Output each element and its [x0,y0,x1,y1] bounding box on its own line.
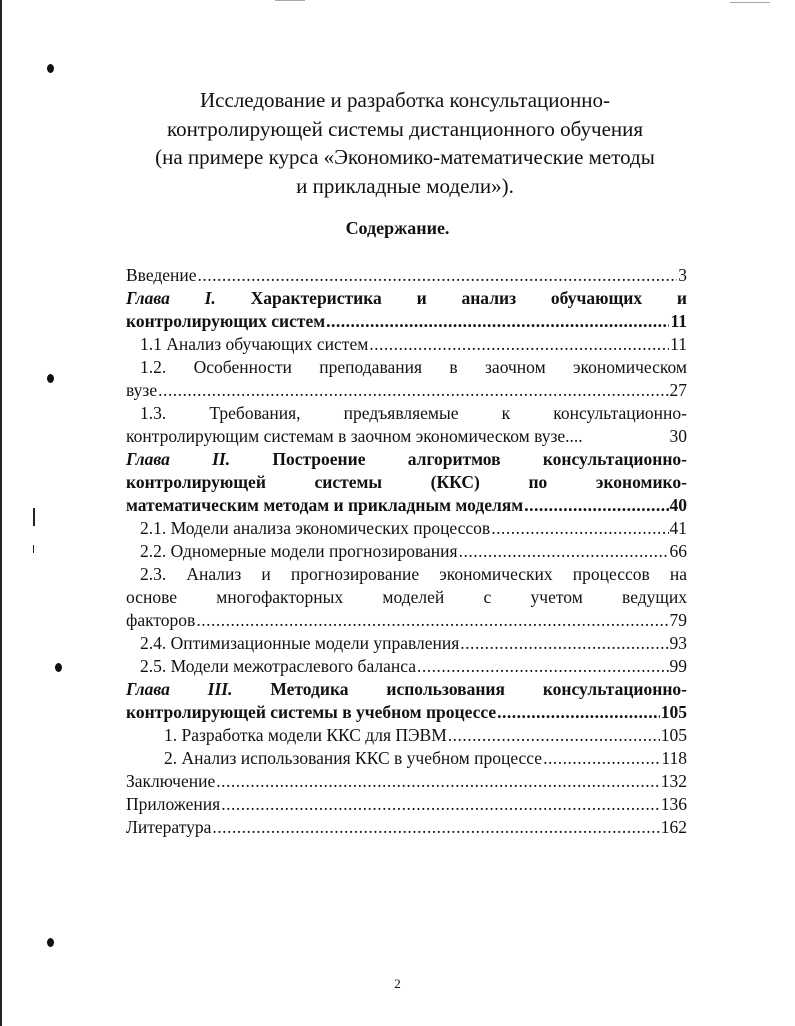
toc-chapter-1-title-end [126,310,687,333]
leader-dots [459,540,669,563]
toc-page: 30 [669,426,687,446]
title-line: (на примере курса «Экономико-математические методы [155,145,655,169]
punch-hole-mark [47,64,54,73]
toc-label: 2.5. Модели межотраслевого баланса [140,656,417,676]
leader-dots [497,701,660,724]
toc-label: 2.1. Модели анализа экономических процессов [140,518,491,538]
toc-label: 2.4. Оптимизационные модели управления [140,633,460,653]
toc-page: 3 [678,265,687,285]
leader-dots [543,747,660,770]
toc-label: 2.3. Анализ и прогнозирование экономических процессов на [140,564,687,584]
leader-dots [369,333,669,356]
toc-entry-literature [126,816,687,839]
leader-dots [212,816,659,839]
scan-margin-mark [33,508,35,526]
toc-page: 40 [669,495,687,515]
toc-label: основе многофакторных моделей с учетом ведущих [126,587,687,607]
toc-entry [126,333,687,356]
toc-chapter-1-title [126,287,687,310]
chapter-title-line: математическим методам и прикладным моделям [126,495,524,515]
toc-page: 118 [661,748,687,768]
toc-entry-continued [126,379,687,402]
toc-page: 99 [669,656,687,676]
chapter-prefix: Глава III. [126,679,233,699]
toc-label: 1. Разработка модели ККС для ПЭВМ [164,725,447,745]
leader-dots [221,793,660,816]
chapter-prefix: Глава II. [126,449,231,469]
scan-top-mark [275,0,305,1]
toc-label: 1.3. Требования, предъявляемые к консультационно- [140,403,687,423]
toc-page: 11 [670,311,687,331]
toc-label: Литература [126,817,212,837]
leader-dots [216,770,660,793]
toc-entry-continued [126,425,687,448]
leader-dots [326,310,669,333]
toc-entry-continued [126,609,687,632]
leader-dots [460,632,668,655]
toc-chapter-2-title [126,471,687,494]
toc-entry [126,632,687,655]
leader-dots [196,609,668,632]
toc-chapter-3-title-end [126,701,687,724]
toc-page: 132 [660,771,687,791]
leader-dots [448,724,660,747]
toc-label: 1.1 Анализ обучающих систем [140,334,369,354]
toc-page: 79 [669,610,687,630]
punch-hole-mark [47,374,54,383]
toc-label: контролирующим системам в заочном экономическом вузе.... [126,426,583,446]
toc-page: 93 [669,633,687,653]
toc-chapter-3-title [126,678,687,701]
toc-entry [126,356,687,379]
chapter-title-line: Характеристика и анализ обучающих и [250,288,688,308]
toc-entry-appendices [126,793,687,816]
contents-heading: Содержание. [345,218,450,238]
scan-margin-mark [33,545,34,553]
toc-entry-conclusion [126,770,687,793]
toc-label: 1.2. Особенности преподавания в заочном экономическом [140,357,687,377]
chapter-title-line: контролирующей системы (ККС) по экономико- [126,472,687,492]
toc-label: факторов [126,610,196,630]
toc-chapter-2-title-end [126,494,687,517]
page-number: 2 [394,976,401,991]
toc-label: Введение [126,265,197,285]
title-line: контролирующей системы дистанционного обучения [166,116,644,141]
toc-entry-intro [126,264,687,287]
leader-dots [417,655,668,678]
toc-page: 66 [669,541,687,561]
leader-dots [524,494,668,517]
scan-top-mark [730,2,770,3]
toc-entry [126,563,687,586]
leader-dots [158,379,668,402]
toc-label: вузе [126,380,158,400]
toc-label: 2. Анализ использования ККС в учебном процессе [164,748,543,768]
chapter-title-line: Методика использования консультационно- [270,679,687,699]
toc-label: Приложения [126,794,221,814]
toc-page: 27 [669,380,687,400]
chapter-prefix: Глава I. [126,288,216,308]
toc-page: 162 [660,817,687,837]
chapter-title-line: контролирующих систем [126,311,326,331]
punch-hole-mark [55,663,62,672]
toc-page: 136 [660,794,687,814]
table-of-contents [126,264,687,839]
title-line: Исследование и разработка консультационно- [200,88,610,112]
punch-hole-mark [47,938,54,947]
chapter-title-line: контролирующей системы в учебном процессе [126,702,497,722]
chapter-title-line: Построение алгоритмов консультационно- [272,449,687,469]
toc-page: 11 [670,334,687,354]
toc-page: 41 [669,518,687,538]
document-title [100,86,710,200]
toc-entry [126,655,687,678]
toc-entry [126,747,687,770]
toc-page: 105 [660,702,687,722]
leader-dots [198,264,678,287]
toc-entry [126,724,687,747]
title-line: и прикладные модели»). [296,173,514,198]
scan-border-line [0,0,2,1026]
toc-entry [126,402,687,425]
toc-entry-continued [126,586,687,609]
toc-entry [126,540,687,563]
leader-dots [491,517,668,540]
toc-chapter-2-title [126,448,687,471]
toc-label: 2.2. Одномерные модели прогнозирования [140,541,458,561]
toc-entry [126,517,687,540]
toc-page: 105 [660,725,687,745]
toc-label: Заключение [126,771,216,791]
